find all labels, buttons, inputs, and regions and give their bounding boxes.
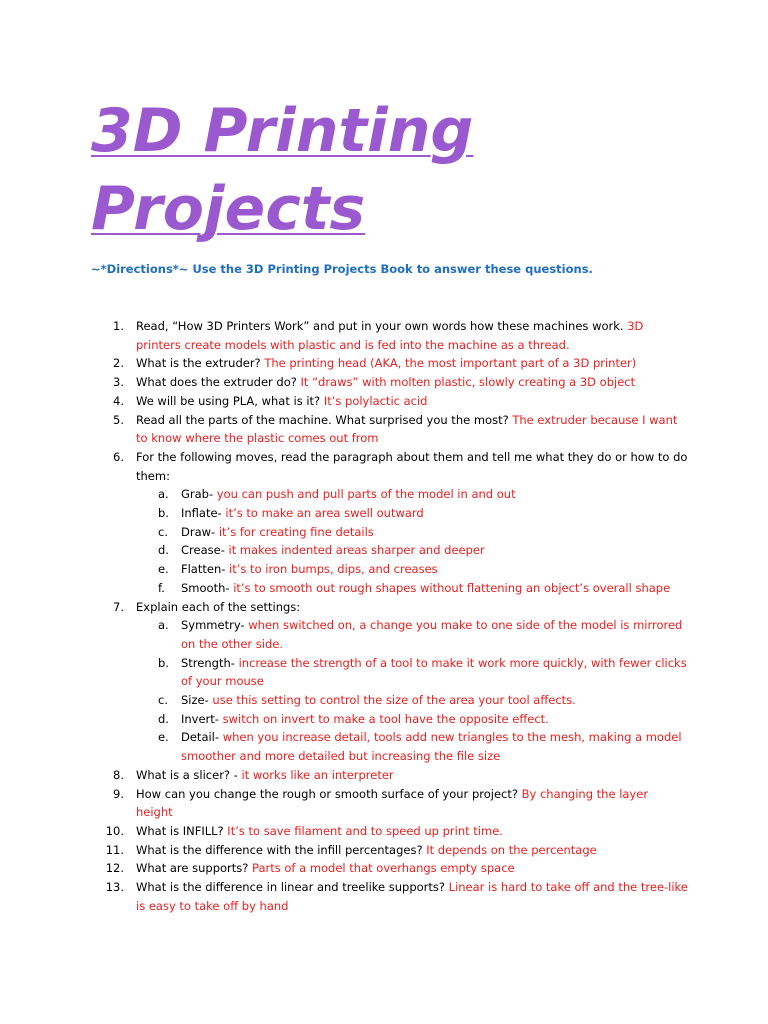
answer-text: it makes indented areas sharper and deeper (228, 543, 485, 558)
answer-text: Parts of a model that overhangs empty space (252, 861, 515, 876)
question-text: For the following moves, read the paragraph about them and tell me what they do or how to do them: (136, 449, 688, 483)
sub-question-item (136, 691, 688, 710)
question-item (0, 766, 768, 785)
answer-text: The extruder because I want to know where the plastic comes out from (136, 412, 678, 446)
question-number: 2. (113, 356, 124, 371)
answer-text: It’s polylactic acid (323, 393, 428, 408)
question-item (0, 598, 768, 766)
answer-text: 3D printers create models with plastic and is fed into the machine as a thread. (136, 319, 644, 352)
sub-question-term: Inflate- (181, 506, 226, 521)
question-item (0, 448, 768, 598)
sub-question-term: Strength- (181, 655, 239, 670)
sub-question-item (136, 504, 688, 523)
sub-question-term: Size- (181, 693, 213, 708)
sub-question-term: Symmetry- (181, 618, 249, 633)
answer-text: Linear is hard to take off and the tree-like is easy to take off by hand (136, 880, 688, 913)
question-text: What is the difference with the infill percentages? (136, 842, 427, 857)
question-text: What does the extruder do? (136, 375, 301, 390)
question-item (0, 841, 768, 860)
directions-text: ~*Directions*~ Use the 3D Printing Projects Book to answer these questions. (91, 262, 593, 276)
sub-question-letter: f. (158, 580, 165, 595)
question-text: Explain each of the settings: (136, 599, 301, 614)
question-text: What is the difference in linear and treelike supports? (136, 880, 449, 895)
title-line-1: 3D Printing (91, 96, 474, 166)
question-text: What is INFILL? (136, 823, 228, 838)
question-text: Read all the parts of the machine. What surprised you the most? (136, 412, 513, 427)
question-number: 1. (113, 319, 124, 333)
sub-question-item (136, 579, 688, 598)
question-number: 5. (113, 412, 124, 427)
answer-text: use this setting to control the size of the area your tool affects. (212, 693, 576, 708)
answer-text: It depends on the percentage (426, 842, 597, 857)
answer-text: it’s for creating fine details (218, 524, 374, 539)
sub-question-item (136, 560, 688, 579)
sub-question-list (136, 616, 688, 766)
question-number: 9. (113, 786, 124, 801)
question-text: What is the extruder? (136, 356, 265, 371)
sub-question-letter: c. (158, 524, 168, 539)
question-number: 12. (105, 861, 124, 876)
answer-text: when you increase detail, tools add new triangles to the mesh, making a model smoother and more detailed but increasing the file size (181, 730, 682, 764)
sub-question-item (136, 541, 688, 560)
sub-question-letter: b. (158, 506, 169, 521)
sub-question-term: Detail- (181, 730, 223, 745)
question-number: 6. (113, 449, 124, 464)
sub-question-item (136, 728, 688, 765)
question-item (0, 859, 768, 878)
question-text: We will be using PLA, what is it? (136, 393, 324, 408)
page-title (91, 92, 473, 248)
answer-text: when switched on, a change you make to one side of the model is mirrored on the other side. (181, 618, 683, 651)
question-item (0, 354, 768, 373)
question-number: 8. (113, 767, 124, 782)
question-item (0, 411, 768, 448)
sub-question-letter: a. (158, 618, 169, 633)
sub-question-item (136, 616, 688, 653)
sub-question-term: Smooth- (181, 580, 234, 595)
question-text: What are supports? (136, 861, 253, 876)
sub-question-item (136, 523, 688, 542)
sub-question-letter: c. (158, 693, 168, 708)
question-item (0, 392, 768, 411)
answer-text: it works like an interpreter (241, 767, 394, 782)
answer-text: By changing the layer height (136, 786, 649, 820)
answer-text: It “draws” with molten plastic, slowly creating a 3D object (300, 375, 636, 390)
answer-text: it’s to smooth out rough shapes without flattening an object’s overall shape (233, 580, 671, 595)
sub-question-item (136, 710, 688, 729)
question-item (0, 785, 768, 822)
sub-question-term: Grab- (181, 487, 217, 502)
question-text: How can you change the rough or smooth surface of your project? (136, 786, 522, 801)
sub-question-letter: d. (158, 711, 169, 726)
answer-text: you can push and pull parts of the model in and out (216, 487, 516, 502)
question-number: 7. (113, 599, 124, 614)
question-number: 3. (113, 375, 124, 390)
sub-question-item (136, 654, 688, 691)
question-text: Read, “How 3D Printers Work” and put in your own words how these machines work. (136, 319, 628, 333)
answer-text: it’s to make an area swell outward (225, 506, 424, 521)
sub-question-item (136, 485, 688, 504)
title-line-2: Projects (91, 174, 366, 244)
sub-question-letter: e. (158, 562, 169, 577)
sub-question-list (136, 485, 688, 597)
answer-text: The printing head (AKA, the most important part of a 3D printer) (264, 356, 637, 371)
question-item (0, 822, 768, 841)
question-number: 10. (105, 823, 124, 838)
questions-list (0, 317, 768, 916)
sub-question-letter: a. (158, 487, 169, 502)
sub-question-term: Crease- (181, 543, 229, 558)
sub-question-term: Invert- (181, 711, 223, 726)
question-item (0, 317, 768, 354)
question-item (0, 878, 768, 915)
question-text: What is a slicer? - (136, 767, 242, 782)
question-number: 11. (105, 842, 124, 857)
sub-question-letter: e. (158, 730, 169, 745)
sub-question-term: Flatten- (181, 562, 230, 577)
question-number: 4. (113, 393, 124, 408)
sub-question-term: Draw- (181, 524, 219, 539)
question-item (0, 373, 768, 392)
sub-question-letter: b. (158, 655, 169, 670)
answer-text: switch on invert to make a tool have the opposite effect. (222, 711, 549, 726)
answer-text: increase the strength of a tool to make it work more quickly, with fewer clicks of your mouse (181, 655, 687, 689)
answer-text: it’s to iron bumps, dips, and creases (229, 562, 438, 577)
question-number: 13. (105, 880, 124, 895)
sub-question-letter: d. (158, 543, 169, 558)
answer-text: It’s to save filament and to speed up print time. (227, 823, 503, 838)
